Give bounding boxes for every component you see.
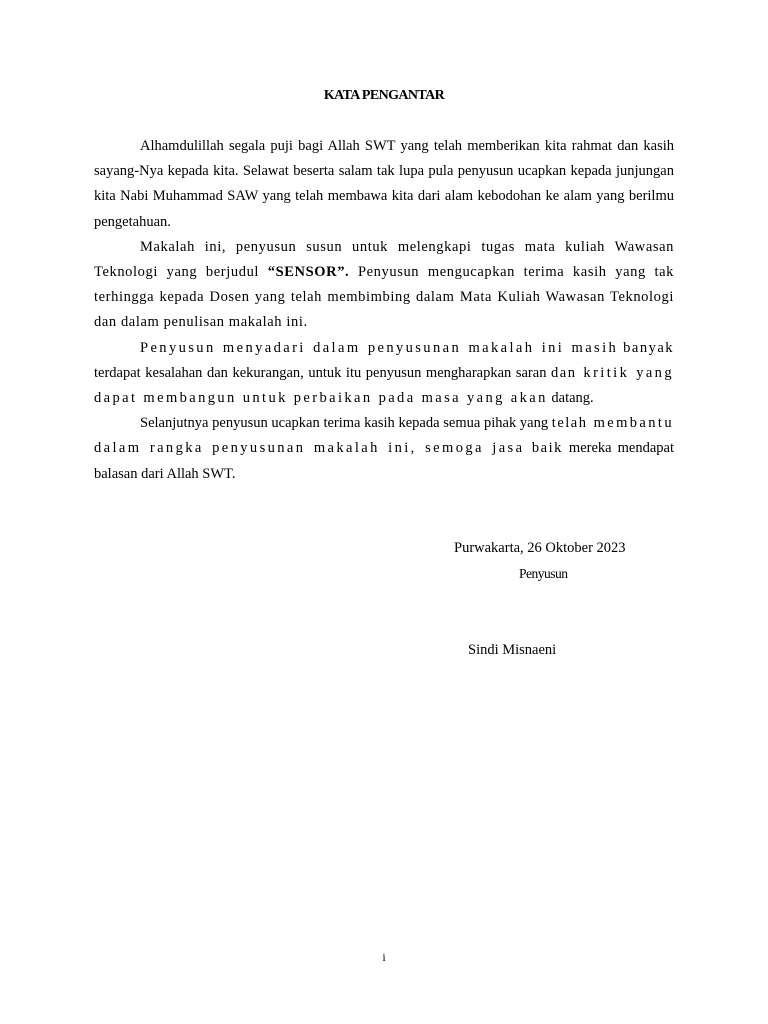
paragraph-3 — [94, 336, 674, 412]
paragraph-4-end: mereka mendapat balasan dari Allah SWT. — [94, 440, 674, 482]
paragraph-2-text-end: Penyusun mengucapkan terima kasih yang tak terhingga kepada Dosen yang telah membimbing dalam Mata Kuliah Wawasan Teknologi dan dalam penulisan makalah ini. — [94, 264, 674, 331]
paragraph-3-line-1: Penyusun menyadari dalam penyusunan makalah ini masih — [140, 339, 619, 356]
paragraph-2 — [94, 235, 674, 336]
page-title: KATA PENGANTAR — [323, 88, 445, 103]
signature-place-date: Purwakarta, 26 Oktober 2023 — [454, 540, 626, 556]
document-body — [94, 134, 674, 487]
paragraph-3-word-dan: dan — [551, 364, 577, 381]
paragraph-1: Alhamdulillah segala puji bagi Allah SWT yang telah memberikan kita rahmat dan kasih sayang-Nya kepada kita. Selawat beserta salam tak lupa pula penyusun ucapkan kepada junjungan kita Nabi Muhammad SAW yang telah membawa kita dari alam kebodohan ke alam yang berilmu pengetahuan. — [94, 138, 674, 230]
paragraph-3-line-3: kritik yang dapat membangun untuk perbaikan pada masa yang akan — [94, 364, 674, 407]
signature-role: Penyusun — [519, 566, 568, 581]
paragraph-2-text-start: Makalah ini, penyusun susun untuk melengkapi tugas mata kuliah Wawasan Teknologi yang berjudul — [94, 238, 674, 281]
paragraph-3-word-banyak: banyak — [623, 339, 675, 356]
page-number: i — [382, 950, 386, 964]
paragraph-4-line-1: Selanjutnya penyusun ucapkan terima kasih kepada semua pihak yang — [140, 415, 552, 432]
paragraph-3-line-2: terdapat kesalahan dan kekurangan, untuk itu penyusun mengharapkan saran — [94, 364, 552, 381]
paragraph-4 — [94, 411, 674, 487]
paper-topic-bold: “SENSOR”. — [267, 264, 350, 281]
paragraph-4-word-telah: telah — [551, 415, 588, 432]
paragraph-3-end: datang. — [547, 390, 594, 407]
paragraph-4-line-2: membantu dalam rangka penyusunan makalah ini, semoga jasa — [94, 415, 674, 457]
paragraph-4-word-baik: baik — [524, 440, 563, 457]
signature-name: Sindi Misnaeni — [468, 642, 557, 658]
